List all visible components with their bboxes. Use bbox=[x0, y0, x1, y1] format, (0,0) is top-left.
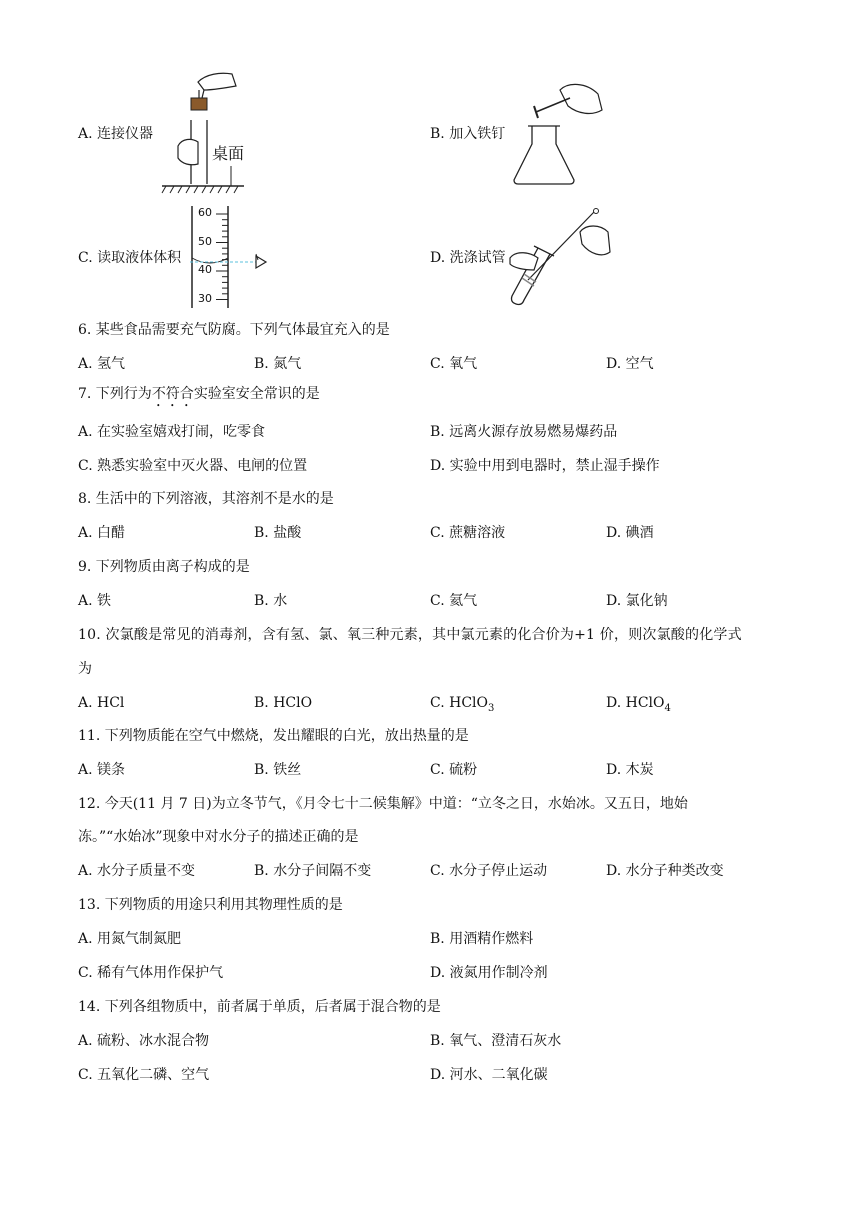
q7-stem-pre: 7. 下列行为 bbox=[78, 386, 152, 402]
q7-option-a: A. 在实验室嬉戏打闹，吃零食 bbox=[78, 424, 266, 440]
q11-option-a: A. 镁条 bbox=[78, 762, 126, 778]
q8-option-d: D. 碘酒 bbox=[606, 525, 654, 541]
q7-option-c: C. 熟悉实验室中灭火器、电闸的位置 bbox=[78, 458, 308, 474]
q6-option-b: B. 氮气 bbox=[254, 356, 302, 372]
q14-option-b: B. 氧气、澄清石灰水 bbox=[430, 1033, 562, 1049]
q8-stem: 8. 生活中的下列溶液，其溶剂不是水的是 bbox=[78, 491, 334, 507]
q9-option-c: C. 氦气 bbox=[430, 593, 478, 609]
q10-option-d-main: D. HClO bbox=[606, 695, 665, 711]
q8-option-b: B. 盐酸 bbox=[254, 525, 302, 541]
q12-option-b: B. 水分子间隔不变 bbox=[254, 863, 372, 879]
q13-option-b: B. 用酒精作燃料 bbox=[430, 931, 534, 947]
q10-option-b: B. HClO bbox=[254, 695, 313, 711]
q9-option-b: B. 水 bbox=[254, 593, 288, 609]
q10-option-d-subscript: 4 bbox=[664, 702, 671, 714]
q12-option-c: C. 水分子停止运动 bbox=[430, 863, 548, 879]
q5-option-d: D. 洗涤试管 bbox=[430, 250, 506, 266]
q13-option-c: C. 稀有气体用作保护气 bbox=[78, 965, 224, 981]
q11-stem: 11. 下列物质能在空气中燃烧，发出耀眼的白光，放出热量的是 bbox=[78, 728, 469, 744]
q9-option-a: A. 铁 bbox=[78, 593, 112, 609]
q13-option-a: A. 用氮气制氮肥 bbox=[78, 931, 182, 947]
q7-stem-emphasis: 不符合 bbox=[151, 386, 194, 402]
q7-option-b: B. 远离火源存放易燃易爆药品 bbox=[430, 424, 618, 440]
q10-option-c-main: C. HClO bbox=[430, 695, 488, 711]
q9-option-d: D. 氯化钠 bbox=[606, 593, 668, 609]
q8-option-c: C. 蔗糖溶液 bbox=[430, 525, 506, 541]
q10-option-d bbox=[606, 693, 671, 713]
q12-option-d: D. 水分子种类改变 bbox=[606, 863, 724, 879]
q10-option-a: A. HCl bbox=[78, 695, 125, 711]
q7-stem bbox=[78, 384, 320, 410]
q14-option-a: A. 硫粉、冰水混合物 bbox=[78, 1033, 210, 1049]
q6-option-d: D. 空气 bbox=[606, 356, 654, 372]
q5-option-a: A. 连接仪器 bbox=[78, 126, 154, 142]
q14-option-c: C. 五氧化二磷、空气 bbox=[78, 1067, 210, 1083]
q10-stem-line2: 为 bbox=[78, 661, 92, 677]
cylinder-tick-30: 30 bbox=[198, 292, 212, 305]
q10-option-c bbox=[430, 693, 494, 713]
q5-option-c: C. 读取液体体积 bbox=[78, 250, 182, 266]
q5-figure-b-add-iron-nail bbox=[508, 80, 608, 188]
q13-option-d: D. 液氮用作制冷剂 bbox=[430, 965, 548, 981]
cylinder-tick-50: 50 bbox=[198, 235, 212, 248]
q11-option-b: B. 铁丝 bbox=[254, 762, 302, 778]
q7-option-d: D. 实验中用到电器时，禁止湿手操作 bbox=[430, 458, 660, 474]
q11-option-d: D. 木炭 bbox=[606, 762, 654, 778]
cylinder-tick-40: 40 bbox=[198, 263, 212, 276]
q11-option-c: C. 硫粉 bbox=[430, 762, 478, 778]
desk-label: 桌面 bbox=[212, 144, 245, 163]
q5-figure-d-wash-test-tube bbox=[508, 208, 612, 308]
q5-figure-a-connect-apparatus bbox=[158, 68, 248, 196]
q9-stem: 9. 下列物质由离子构成的是 bbox=[78, 559, 250, 575]
q10-stem-line1: 10. 次氯酸是常见的消毒剂，含有氢、氯、氧三种元素，其中氯元素的化合价为+1 价，则次氯酸的化学式 bbox=[78, 627, 742, 643]
q10-option-c-subscript: 3 bbox=[488, 702, 495, 714]
q6-stem: 6. 某些食品需要充气防腐。下列气体最宜充入的是 bbox=[78, 322, 390, 338]
q14-stem: 14. 下列各组物质中，前者属于单质，后者属于混合物的是 bbox=[78, 999, 441, 1015]
q12-stem-line1: 12. 今天(11 月 7 日)为立冬节气，《月令七十二候集解》中道：“立冬之日，水始冰。又五日，地始 bbox=[78, 796, 688, 812]
q6-option-a: A. 氢气 bbox=[78, 356, 126, 372]
q12-stem-line2: 冻。”“水始冰”现象中对水分子的描述正确的是 bbox=[78, 829, 359, 845]
q5-option-b: B. 加入铁钉 bbox=[430, 126, 506, 142]
cylinder-tick-60: 60 bbox=[198, 206, 212, 219]
q8-option-a: A. 白醋 bbox=[78, 525, 126, 541]
q13-stem: 13. 下列物质的用途只利用其物理性质的是 bbox=[78, 897, 343, 913]
q7-stem-post: 实验室安全常识的是 bbox=[193, 386, 320, 402]
q12-option-a: A. 水分子质量不变 bbox=[78, 863, 196, 879]
q6-option-c: C. 氧气 bbox=[430, 356, 478, 372]
q14-option-d: D. 河水、二氧化碳 bbox=[430, 1067, 548, 1083]
